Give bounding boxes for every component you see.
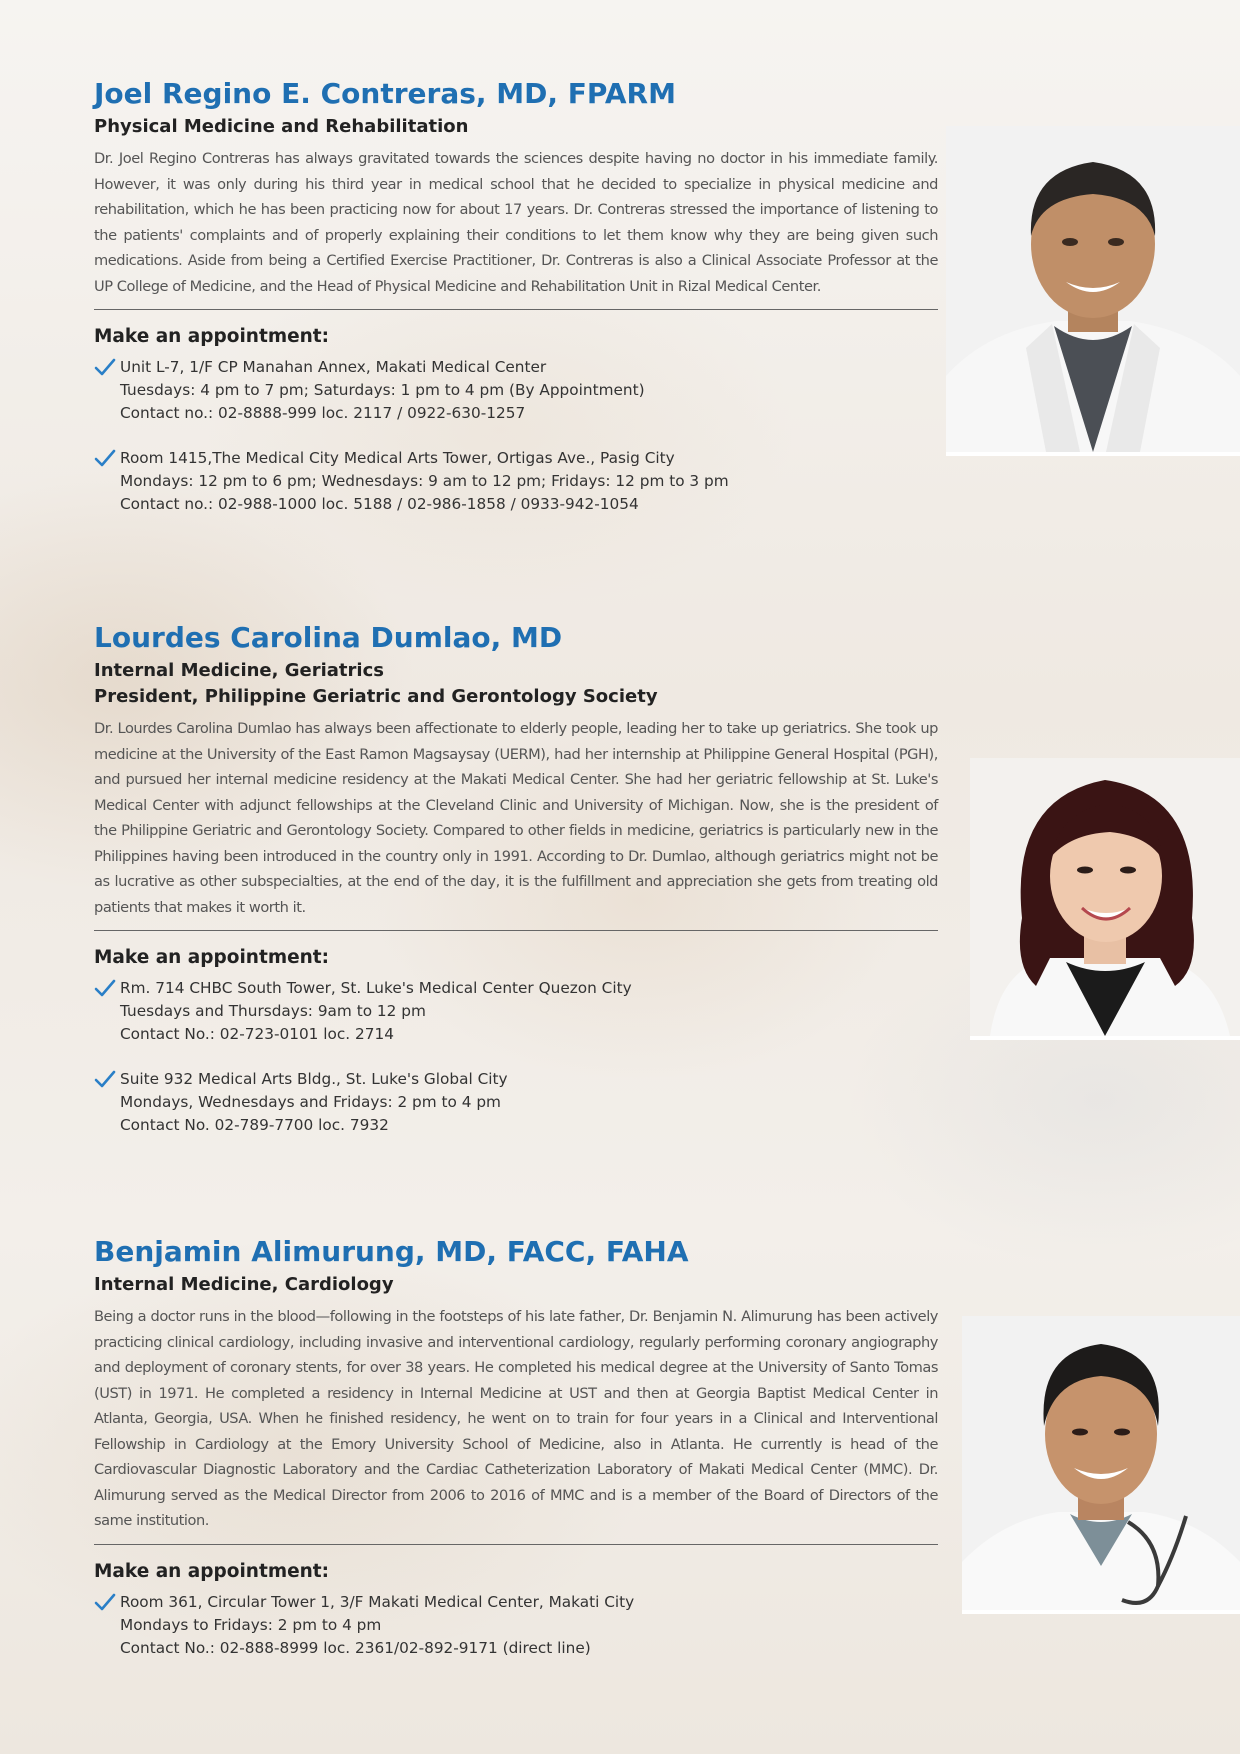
clinic-schedule: Mondays: 12 pm to 6 pm; Wednesdays: 9 am to 12 pm; Fridays: 12 pm to 3 pm <box>120 472 729 490</box>
clinic-contact: Contact no.: 02-988-1000 loc. 5188 / 02-986-1858 / 0933-942-1054 <box>120 495 639 513</box>
clinic-schedule: Tuesdays and Thursdays: 9am to 12 pm <box>120 1002 426 1020</box>
doctor-profile-alimurung <box>94 1234 938 1682</box>
doctor-bio: Being a doctor runs in the blood—following in the footsteps of his late father, Dr. Benjamin N. Alimurung has been actively practicing clinical cardiology, including invasive and interventional cardiology, regularly performing coronary angiography and deployment of coronary stents, for over 38 years. He completed his medical degree at the University of Santo Tomas (UST) in 1971. He completed a residency in Internal Medicine at UST and then at Georgia Baptist Medical Center in Atlanta, Georgia, USA. When he finished residency, he went on to train for four years in a Clinical and Interventional Fellowship in Cardiology at the Emory University School of Medicine, also in Atlanta. He currently is head of the Cardiovascular Diagnostic Laboratory and the Cardiac Catheterization Laboratory of Makati Medical Center (MMC). Dr. Alimurung served as the Medical Director from 2006 to 2016 of MMC and is a member of the Board of Directors of the same institution. <box>94 1308 938 1529</box>
clinic-contact: Contact no.: 02-8888-999 loc. 2117 / 0922-630-1257 <box>120 404 526 422</box>
clinic-location <box>94 447 938 516</box>
section-divider <box>94 309 938 310</box>
clinic-contact: Contact No.: 02-888-8999 loc. 2361/02-892-9171 (direct line) <box>120 1638 591 1657</box>
doctor-profile-dumlao <box>94 620 938 1159</box>
doctor-name: Benjamin Alimurung, MD, FACC, FAHA <box>94 1235 689 1268</box>
clinic-contact: Contact No.: 02-723-0101 loc. 2714 <box>120 1025 394 1043</box>
clinic-contact: Contact No. 02-789-7700 loc. 7932 <box>120 1116 389 1134</box>
doctor-position: President, Philippine Geriatric and Gerontology Society <box>94 686 658 707</box>
appointment-heading: Make an appointment: <box>94 947 330 968</box>
doctor-name: Lourdes Carolina Dumlao, MD <box>94 621 563 654</box>
checkmark-icon <box>94 1070 116 1088</box>
clinic-schedule: Mondays to Fridays: 2 pm to 4 pm <box>120 1615 382 1634</box>
clinic-location <box>94 1068 938 1137</box>
doctor-profile-contreras <box>94 76 938 538</box>
doctor-bio: Dr. Lourdes Carolina Dumlao has always been affectionate to elderly people, leading her to take up geriatrics. She took up medicine at the University of the East Ramon Magsaysay (UERM), had her internship at Philippine General Hospital (PGH), and pursued her internal medicine residency at the Makati Medical Center. She had her geriatric fellowship at St. Luke's Medical Center with adjunct fellowships at the Cleveland Clinic and University of Michigan. Now, she is the president of the Philippine Geriatric and Gerontology Society. Compared to other fields in medicine, geriatrics is particularly new in the Philippines having been introduced in the country only in 1991. According to Dr. Dumlao, although geriatrics might not be as lucrative as other subspecialties, at the end of the day, it is the fulfillment and appreciation she gets from treating old patients that makes it worth it. <box>94 720 938 916</box>
doctor-photo-alimurung <box>962 1316 1240 1614</box>
checkmark-icon <box>94 1593 116 1611</box>
section-divider <box>94 930 938 931</box>
doctor-specialty: Internal Medicine, Cardiology <box>94 1274 394 1295</box>
doctor-photo-contreras <box>946 126 1240 456</box>
doctor-bio: Dr. Joel Regino Contreras has always gravitated towards the sciences despite having no doctor in his immediate family. However, it was only during his third year in medical school that he decided to specialize in physical medicine and rehabilitation, which he has been practicing now for about 17 years. Dr. Contreras stressed the importance of listening to the patients' complaints and of properly explaining their conditions to let them know why they are being given such medications. Aside from being a Certified Exercise Practitioner, Dr. Contreras is also a Clinical Associate Professor at the UP College of Medicine, and the Head of Physical Medicine and Rehabilitation Unit in Rizal Medical Center. <box>94 150 938 295</box>
appointment-heading: Make an appointment: <box>94 326 330 347</box>
doctor-specialty: Physical Medicine and Rehabilitation <box>94 116 469 137</box>
clinic-address: Suite 932 Medical Arts Bldg., St. Luke's Global City <box>120 1070 508 1088</box>
clinic-location <box>94 1591 938 1660</box>
checkmark-icon <box>94 449 116 467</box>
checkmark-icon <box>94 358 116 376</box>
clinic-schedule: Mondays, Wednesdays and Fridays: 2 pm to 4 pm <box>120 1093 501 1111</box>
clinic-location <box>94 977 938 1046</box>
clinic-address: Rm. 714 CHBC South Tower, St. Luke's Medical Center Quezon City <box>120 979 632 997</box>
clinic-address: Unit L-7, 1/F CP Manahan Annex, Makati Medical Center <box>120 358 547 376</box>
clinic-schedule: Tuesdays: 4 pm to 7 pm; Saturdays: 1 pm to 4 pm (By Appointment) <box>120 381 645 399</box>
section-divider <box>94 1544 938 1545</box>
checkmark-icon <box>94 979 116 997</box>
doctor-specialty: Internal Medicine, Geriatrics <box>94 660 384 681</box>
clinic-location <box>94 356 938 425</box>
doctor-photo-dumlao <box>970 758 1240 1040</box>
appointment-heading: Make an appointment: <box>94 1560 330 1582</box>
doctor-name: Joel Regino E. Contreras, MD, FPARM <box>94 77 676 110</box>
clinic-address: Room 1415,The Medical City Medical Arts Tower, Ortigas Ave., Pasig City <box>120 449 675 467</box>
clinic-address: Room 361, Circular Tower 1, 3/F Makati Medical Center, Makati City <box>120 1592 635 1611</box>
